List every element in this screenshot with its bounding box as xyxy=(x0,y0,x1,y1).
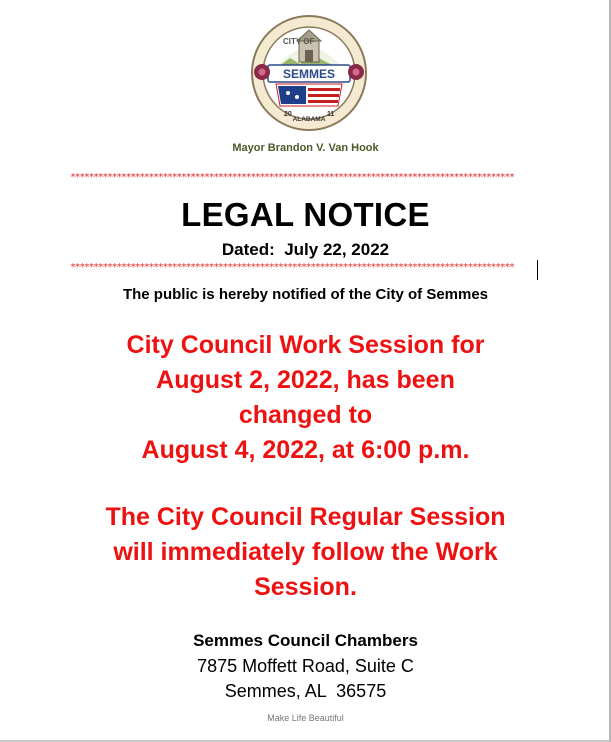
text-cursor xyxy=(537,260,538,280)
announcement-line: will immediately follow the Work xyxy=(113,538,498,566)
mayor-name: Mayor Brandon V. Van Hook xyxy=(232,142,379,154)
star-divider-top: ************************************************************************************************ xyxy=(70,172,514,183)
announcement-line: August 4, 2022, at 6:00 p.m. xyxy=(141,436,470,464)
announcement-line: Session. xyxy=(254,573,357,601)
announcement-line: August 2, 2022, has been xyxy=(156,366,455,394)
public-notice-text: The public is hereby notified of the City of Semmes xyxy=(122,286,489,303)
seal-year-right: 11 xyxy=(327,111,335,118)
location-name: Semmes Council Chambers xyxy=(193,631,418,650)
announcement-line: The City Council Regular Session xyxy=(105,503,506,531)
notice-date: Dated: July 22, 2022 xyxy=(221,240,390,259)
address-line-1: 7875 Moffett Road, Suite C xyxy=(197,656,414,676)
address-line-2: Semmes, AL 36575 xyxy=(224,681,387,701)
seal-name: SEMMES xyxy=(282,67,336,81)
regular-session-announcement xyxy=(0,500,611,605)
seal-year-left: 20 xyxy=(284,111,292,118)
work-session-announcement xyxy=(0,328,611,468)
notice-title: LEGAL NOTICE xyxy=(181,196,430,233)
tagline: Make Life Beautiful xyxy=(267,713,344,723)
seal-state: ALABAMA xyxy=(292,116,326,123)
announcement-line: City Council Work Session for xyxy=(126,331,485,359)
star-divider-bottom: ************************************************************************************************ xyxy=(70,262,514,273)
city-seal-logo xyxy=(250,14,368,132)
seal-city-of: CITY OF xyxy=(283,37,315,46)
announcement-line: changed to xyxy=(238,401,373,429)
